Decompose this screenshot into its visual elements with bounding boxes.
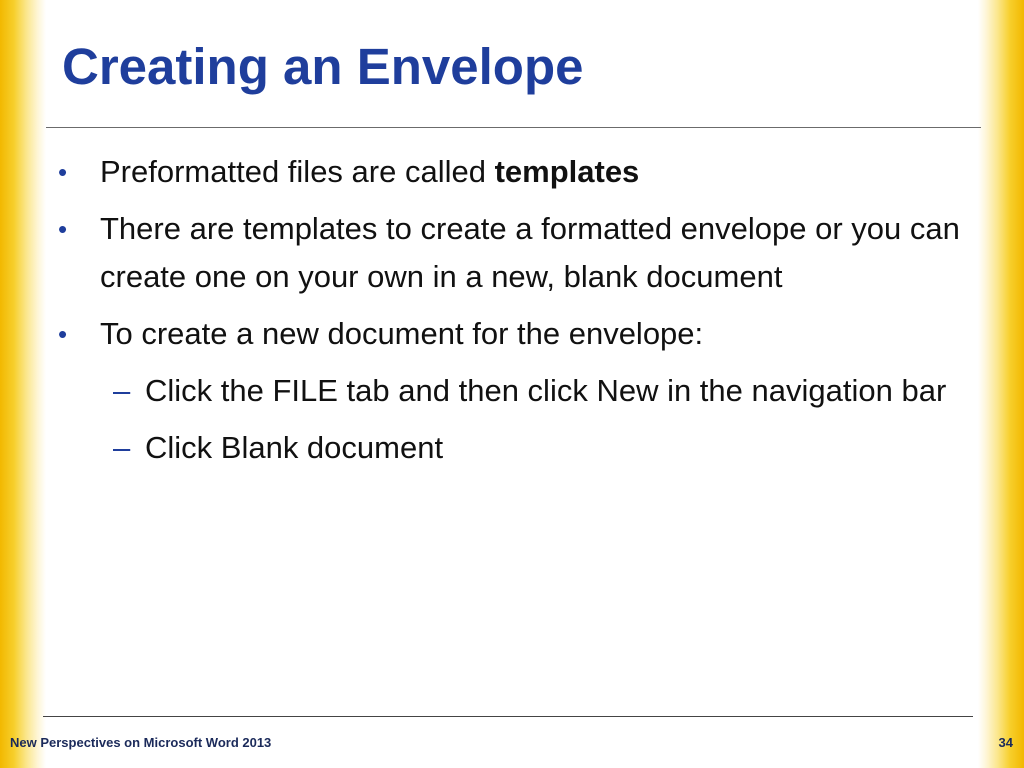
footer-divider <box>43 716 973 717</box>
bullet-item <box>46 148 966 196</box>
footer-source-text: New Perspectives on Microsoft Word 2013 <box>10 735 272 750</box>
dash-icon: – <box>113 373 131 408</box>
bullet-text: Preformatted files are called <box>100 154 495 189</box>
bullet-item <box>46 310 966 358</box>
bullet-icon: • <box>58 319 68 349</box>
bullet-bold-term: templates <box>494 154 640 189</box>
bullet-text: To create a new document for the envelope: <box>100 316 704 351</box>
bullet-item <box>46 205 966 301</box>
bullet-text: There are templates to create a formatted envelope or you can create one on your own in a new, blank document <box>100 211 960 294</box>
sub-bullet-item <box>46 424 966 472</box>
bullet-icon: • <box>58 214 68 244</box>
title-divider <box>46 127 981 128</box>
slide-title: Creating an Envelope <box>62 38 584 95</box>
sub-bullet-item <box>46 367 966 415</box>
left-accent-band <box>0 0 46 768</box>
dash-icon: – <box>113 430 131 465</box>
sub-bullet-text: Click the FILE tab and then click New in the navigation bar <box>145 373 947 408</box>
right-accent-band <box>978 0 1024 768</box>
bullet-icon: • <box>58 157 68 187</box>
slide-content <box>46 148 966 481</box>
page-number: 34 <box>998 735 1013 750</box>
sub-bullet-text: Click Blank document <box>145 430 444 465</box>
